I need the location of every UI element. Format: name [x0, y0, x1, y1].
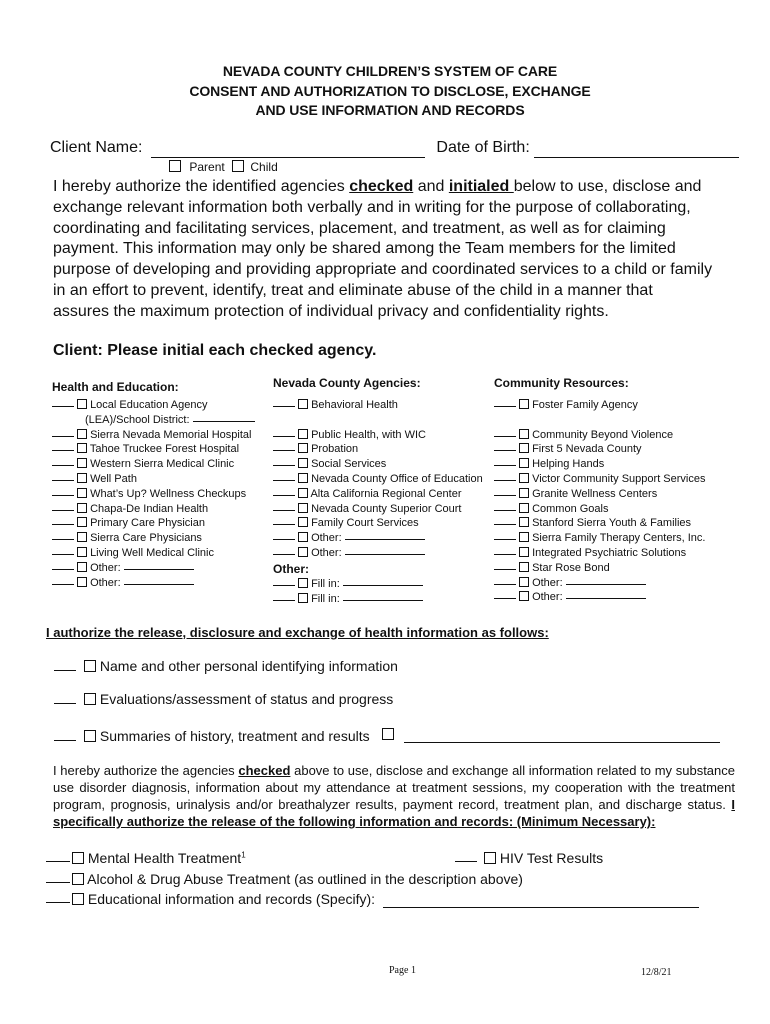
- agency-checkbox[interactable]: [298, 458, 308, 468]
- agency-checkbox[interactable]: [519, 577, 529, 587]
- initial-blank[interactable]: [46, 902, 70, 903]
- release-heading: I authorize the release, disclosure and exchange of health information as follows:: [46, 625, 549, 640]
- parent-label: Parent: [189, 160, 225, 174]
- other-section-title: Other:: [273, 561, 309, 576]
- agency-label: Star Rose Bond: [532, 561, 610, 574]
- substance-use-paragraph: [53, 762, 735, 830]
- agency-checkbox[interactable]: [519, 547, 529, 557]
- initial-blank[interactable]: [52, 524, 74, 525]
- agency-checkbox[interactable]: [519, 591, 529, 601]
- other-field[interactable]: [124, 569, 194, 570]
- option-other-field[interactable]: [404, 726, 720, 743]
- initial-blank[interactable]: [52, 510, 74, 511]
- title-line-1: NEVADA COUNTY CHILDREN’S SYSTEM OF CARE: [222, 63, 558, 79]
- agency-label: Victor Community Support Services: [532, 472, 706, 485]
- agency-label: Nevada County Superior Court: [311, 502, 462, 515]
- record-education: [46, 891, 699, 908]
- revision-date: 12/8/21: [641, 967, 672, 978]
- initial-blank[interactable]: [273, 406, 295, 407]
- initial-blank[interactable]: [273, 450, 295, 451]
- agency-checkbox[interactable]: [519, 488, 529, 498]
- education-specify-field[interactable]: [383, 891, 699, 908]
- agency-label: Local Education Agency: [90, 399, 208, 411]
- release-option: [54, 728, 370, 744]
- agency-label: Probation: [311, 443, 359, 456]
- option-label: Summaries of history, treatment and results: [99, 728, 370, 744]
- other-field[interactable]: [566, 584, 646, 585]
- initial-blank[interactable]: [494, 598, 516, 599]
- record-checkbox[interactable]: [72, 873, 84, 885]
- substance-checked-word: checked: [238, 763, 291, 778]
- agency-checkbox[interactable]: [298, 488, 308, 498]
- parent-child-row: [169, 160, 278, 174]
- agency-checkbox[interactable]: [77, 443, 87, 453]
- agency-checkbox[interactable]: [298, 547, 308, 557]
- agency-checkbox[interactable]: [519, 429, 529, 439]
- initial-blank[interactable]: [46, 861, 70, 862]
- option-label: Name and other personal identifying information: [99, 658, 398, 674]
- initial-blank[interactable]: [273, 539, 295, 540]
- agency-label: Granite Wellness Centers: [532, 487, 658, 500]
- agency-label: Other:: [532, 576, 563, 589]
- release-option: [54, 658, 398, 674]
- agency-label: Foster Family Agency: [532, 399, 638, 411]
- community-resources-column: [494, 376, 724, 606]
- agency-checkbox[interactable]: [519, 517, 529, 527]
- agency-checkbox[interactable]: [77, 429, 87, 439]
- initial-blank[interactable]: [494, 495, 516, 496]
- initial-blank[interactable]: [273, 480, 295, 481]
- initial-blank[interactable]: [494, 450, 516, 451]
- initial-blank[interactable]: [52, 406, 74, 407]
- agency-label: Other:: [90, 576, 121, 589]
- client-info-row: [50, 139, 739, 158]
- child-checkbox[interactable]: [232, 160, 244, 172]
- agency-label: Sierra Care Physicians: [90, 532, 202, 545]
- initial-blank[interactable]: [273, 510, 295, 511]
- agency-checkbox[interactable]: [298, 399, 308, 409]
- agency-label: Sierra Family Therapy Centers, Inc.: [532, 532, 706, 545]
- agency-label: Tahoe Truckee Forest Hospital: [89, 443, 240, 456]
- substance-text-a: I hereby authorize the agencies: [53, 763, 239, 778]
- county-agencies-title: Nevada County Agencies:: [273, 376, 421, 390]
- agency-label: Alta California Regional Center: [310, 487, 462, 500]
- agency-label: Chapa-De Indian Health: [90, 502, 209, 515]
- option-checkbox[interactable]: [382, 728, 394, 740]
- agency-checkbox[interactable]: [77, 488, 87, 498]
- agency-checkbox[interactable]: [77, 503, 87, 513]
- initial-blank[interactable]: [54, 740, 76, 741]
- initial-blank[interactable]: [52, 569, 74, 570]
- initial-blank[interactable]: [273, 554, 295, 555]
- agency-label: Primary Care Physician: [90, 517, 205, 530]
- initial-blank[interactable]: [494, 524, 516, 525]
- initial-blank[interactable]: [494, 584, 516, 585]
- initial-blank[interactable]: [273, 600, 295, 601]
- initial-blank[interactable]: [494, 465, 516, 466]
- title-line-2: CONSENT AND AUTHORIZATION TO DISCLOSE, EXCHANGE: [189, 82, 591, 99]
- auth-text-a: I hereby authorize the identified agencies: [53, 178, 350, 195]
- parent-checkbox[interactable]: [169, 160, 181, 172]
- option-checkbox[interactable]: [84, 660, 96, 672]
- agency-checkbox[interactable]: [519, 532, 529, 542]
- agency-checkbox[interactable]: [77, 562, 87, 572]
- initial-blank[interactable]: [52, 465, 74, 466]
- specific-authorization: I specifically authorize the release of the following information and records: (Minimum Necessary):: [53, 797, 735, 829]
- agency-label: Other:: [532, 591, 563, 604]
- option-label: Evaluations/assessment of status and progress: [99, 691, 394, 707]
- record-checkbox[interactable]: [72, 852, 84, 864]
- page-number: Page 1: [389, 965, 416, 976]
- other-field[interactable]: [566, 598, 646, 599]
- dob-field[interactable]: [534, 139, 739, 158]
- agency-checkbox[interactable]: [77, 517, 87, 527]
- other-field[interactable]: [124, 584, 194, 585]
- initial-blank[interactable]: [52, 554, 74, 555]
- agency-label: Behavioral Health: [311, 399, 398, 411]
- agency-checkbox[interactable]: [519, 503, 529, 513]
- agency-label: Nevada County Office of Education: [311, 472, 483, 485]
- initial-blank[interactable]: [273, 585, 295, 586]
- agency-checkbox[interactable]: [519, 473, 529, 483]
- footnote-marker: 1: [241, 850, 246, 860]
- agency-checkbox[interactable]: [298, 503, 308, 513]
- auth-initialed-word: initialed: [448, 178, 514, 195]
- authorization-paragraph: [53, 177, 713, 323]
- initial-blank[interactable]: [273, 524, 295, 525]
- agency-label: Family Court Services: [311, 517, 419, 530]
- agency-label: First 5 Nevada County: [532, 443, 642, 456]
- agency-label: Helping Hands: [532, 458, 605, 471]
- initial-blank[interactable]: [273, 495, 295, 496]
- record-label: HIV Test Results: [499, 850, 604, 866]
- fill-in-label: Fill in:: [311, 577, 340, 590]
- record-checkbox[interactable]: [72, 893, 84, 905]
- agency-checkbox[interactable]: [298, 532, 308, 542]
- client-name-label: Client Name:: [50, 139, 143, 156]
- substance-text-b: above to use, disclose and exchange all information related to my substance use disorder diagnosis, information about my attendance at treatment sessions, my cooperation with the treatment program, prognosis, urinalysis and/or breathalyzer results, payment record, treatment plan, and discharge status.: [53, 763, 735, 812]
- agency-label: Living Well Medical Clinic: [90, 546, 214, 559]
- release-option-other: [382, 726, 720, 743]
- record-hiv: [455, 850, 603, 866]
- release-option: [54, 691, 393, 707]
- agency-checkbox[interactable]: [77, 458, 87, 468]
- agency-checkbox[interactable]: [298, 443, 308, 453]
- agency-checkbox[interactable]: [298, 473, 308, 483]
- agency-label: Common Goals: [532, 502, 609, 515]
- agency-label: Western Sierra Medical Clinic: [90, 458, 235, 471]
- agency-checkbox[interactable]: [77, 547, 87, 557]
- auth-text-b: and: [413, 178, 449, 195]
- agency-checkbox[interactable]: [298, 578, 308, 588]
- agency-label: Sierra Nevada Memorial Hospital: [90, 428, 252, 441]
- agency-checkbox[interactable]: [77, 577, 87, 587]
- agency-label: Social Services: [311, 458, 387, 471]
- initial-blank[interactable]: [273, 436, 295, 437]
- agency-checkbox[interactable]: [519, 443, 529, 453]
- initial-blank[interactable]: [54, 670, 76, 671]
- agency-checkbox[interactable]: [298, 593, 308, 603]
- auth-checked-word: checked: [349, 178, 414, 195]
- agency-checkbox[interactable]: [519, 399, 529, 409]
- agency-label: Other:: [311, 546, 342, 559]
- agency-checkbox[interactable]: [77, 532, 87, 542]
- initial-blank[interactable]: [494, 554, 516, 555]
- initial-blank[interactable]: [494, 480, 516, 481]
- initial-blank[interactable]: [52, 436, 74, 437]
- record-mental-health: [46, 850, 246, 866]
- initial-blank[interactable]: [494, 436, 516, 437]
- health-education-column: [52, 380, 267, 591]
- agency-label: Public Health, with WIC: [311, 428, 426, 441]
- initial-blank[interactable]: [52, 450, 74, 451]
- initial-blank[interactable]: [273, 465, 295, 466]
- record-label: Educational information and records (Specify):: [87, 891, 376, 907]
- title-line-3: AND USE INFORMATION AND RECORDS: [255, 102, 525, 118]
- dob-label: Date of Birth:: [436, 139, 530, 156]
- health-education-title: Health and Education:: [52, 380, 179, 394]
- county-agencies-column: [273, 376, 488, 607]
- initial-blank[interactable]: [52, 539, 74, 540]
- initial-instruction: Client: Please initial each checked agency.: [53, 342, 377, 359]
- agency-checkbox[interactable]: [519, 458, 529, 468]
- auth-text-c: below to use, disclose and exchange relevant information both verbally and in writing for the purpose of collaborating, coordinating and facilitating services, placement, and treatment, as well as for claiming payment. This information may only be shared among the Team members for the limited purpose of developing and providing appropriate and coordinated services to a child or family in an effort to prevent, identify, treat and eliminate abuse of the child in a manner that assures the maximum protection of individual privacy and confidentiality rights.: [53, 178, 713, 320]
- option-checkbox[interactable]: [84, 730, 96, 742]
- initial-blank[interactable]: [494, 539, 516, 540]
- other-field[interactable]: [345, 554, 425, 555]
- agency-label: What’s Up? Wellness Checkups: [90, 487, 247, 500]
- agency-label: Well Path: [90, 472, 137, 485]
- record-label: Mental Health Treatment: [87, 850, 242, 866]
- district-label: (LEA)/School District:: [85, 413, 190, 426]
- agency-label: Integrated Psychiatric Solutions: [532, 546, 687, 559]
- agency-checkbox[interactable]: [298, 517, 308, 527]
- agency-label: Other:: [311, 532, 342, 545]
- initial-blank[interactable]: [455, 861, 477, 862]
- agency-checkbox[interactable]: [519, 562, 529, 572]
- agency-checkbox[interactable]: [77, 473, 87, 483]
- agency-label: Other:: [90, 561, 121, 574]
- district-field[interactable]: [193, 421, 255, 422]
- record-checkbox[interactable]: [484, 852, 496, 864]
- initial-blank[interactable]: [52, 584, 74, 585]
- other-field[interactable]: [345, 539, 425, 540]
- agency-label: Community Beyond Violence: [532, 428, 674, 441]
- initial-blank[interactable]: [494, 510, 516, 511]
- agency-checkbox[interactable]: [298, 429, 308, 439]
- record-label: Alcohol & Drug Abuse Treatment (as outlined in the description above): [87, 871, 523, 887]
- community-resources-title: Community Resources:: [494, 376, 629, 390]
- agency-label: Stanford Sierra Youth & Families: [532, 517, 692, 530]
- option-checkbox[interactable]: [84, 693, 96, 705]
- initial-blank[interactable]: [52, 495, 74, 496]
- initial-blank[interactable]: [494, 569, 516, 570]
- fill-in-field[interactable]: [343, 600, 423, 601]
- client-name-field[interactable]: [151, 139, 425, 158]
- fill-in-field[interactable]: [343, 585, 423, 586]
- initial-blank[interactable]: [54, 703, 76, 704]
- form-title: [0, 62, 770, 121]
- record-alcohol-drug: [46, 871, 523, 887]
- child-label: Child: [250, 160, 278, 174]
- initial-blank[interactable]: [52, 480, 74, 481]
- initial-blank[interactable]: [494, 406, 516, 407]
- fill-in-label: Fill in:: [311, 592, 340, 605]
- initial-blank[interactable]: [46, 882, 70, 883]
- agency-checkbox[interactable]: [77, 399, 87, 409]
